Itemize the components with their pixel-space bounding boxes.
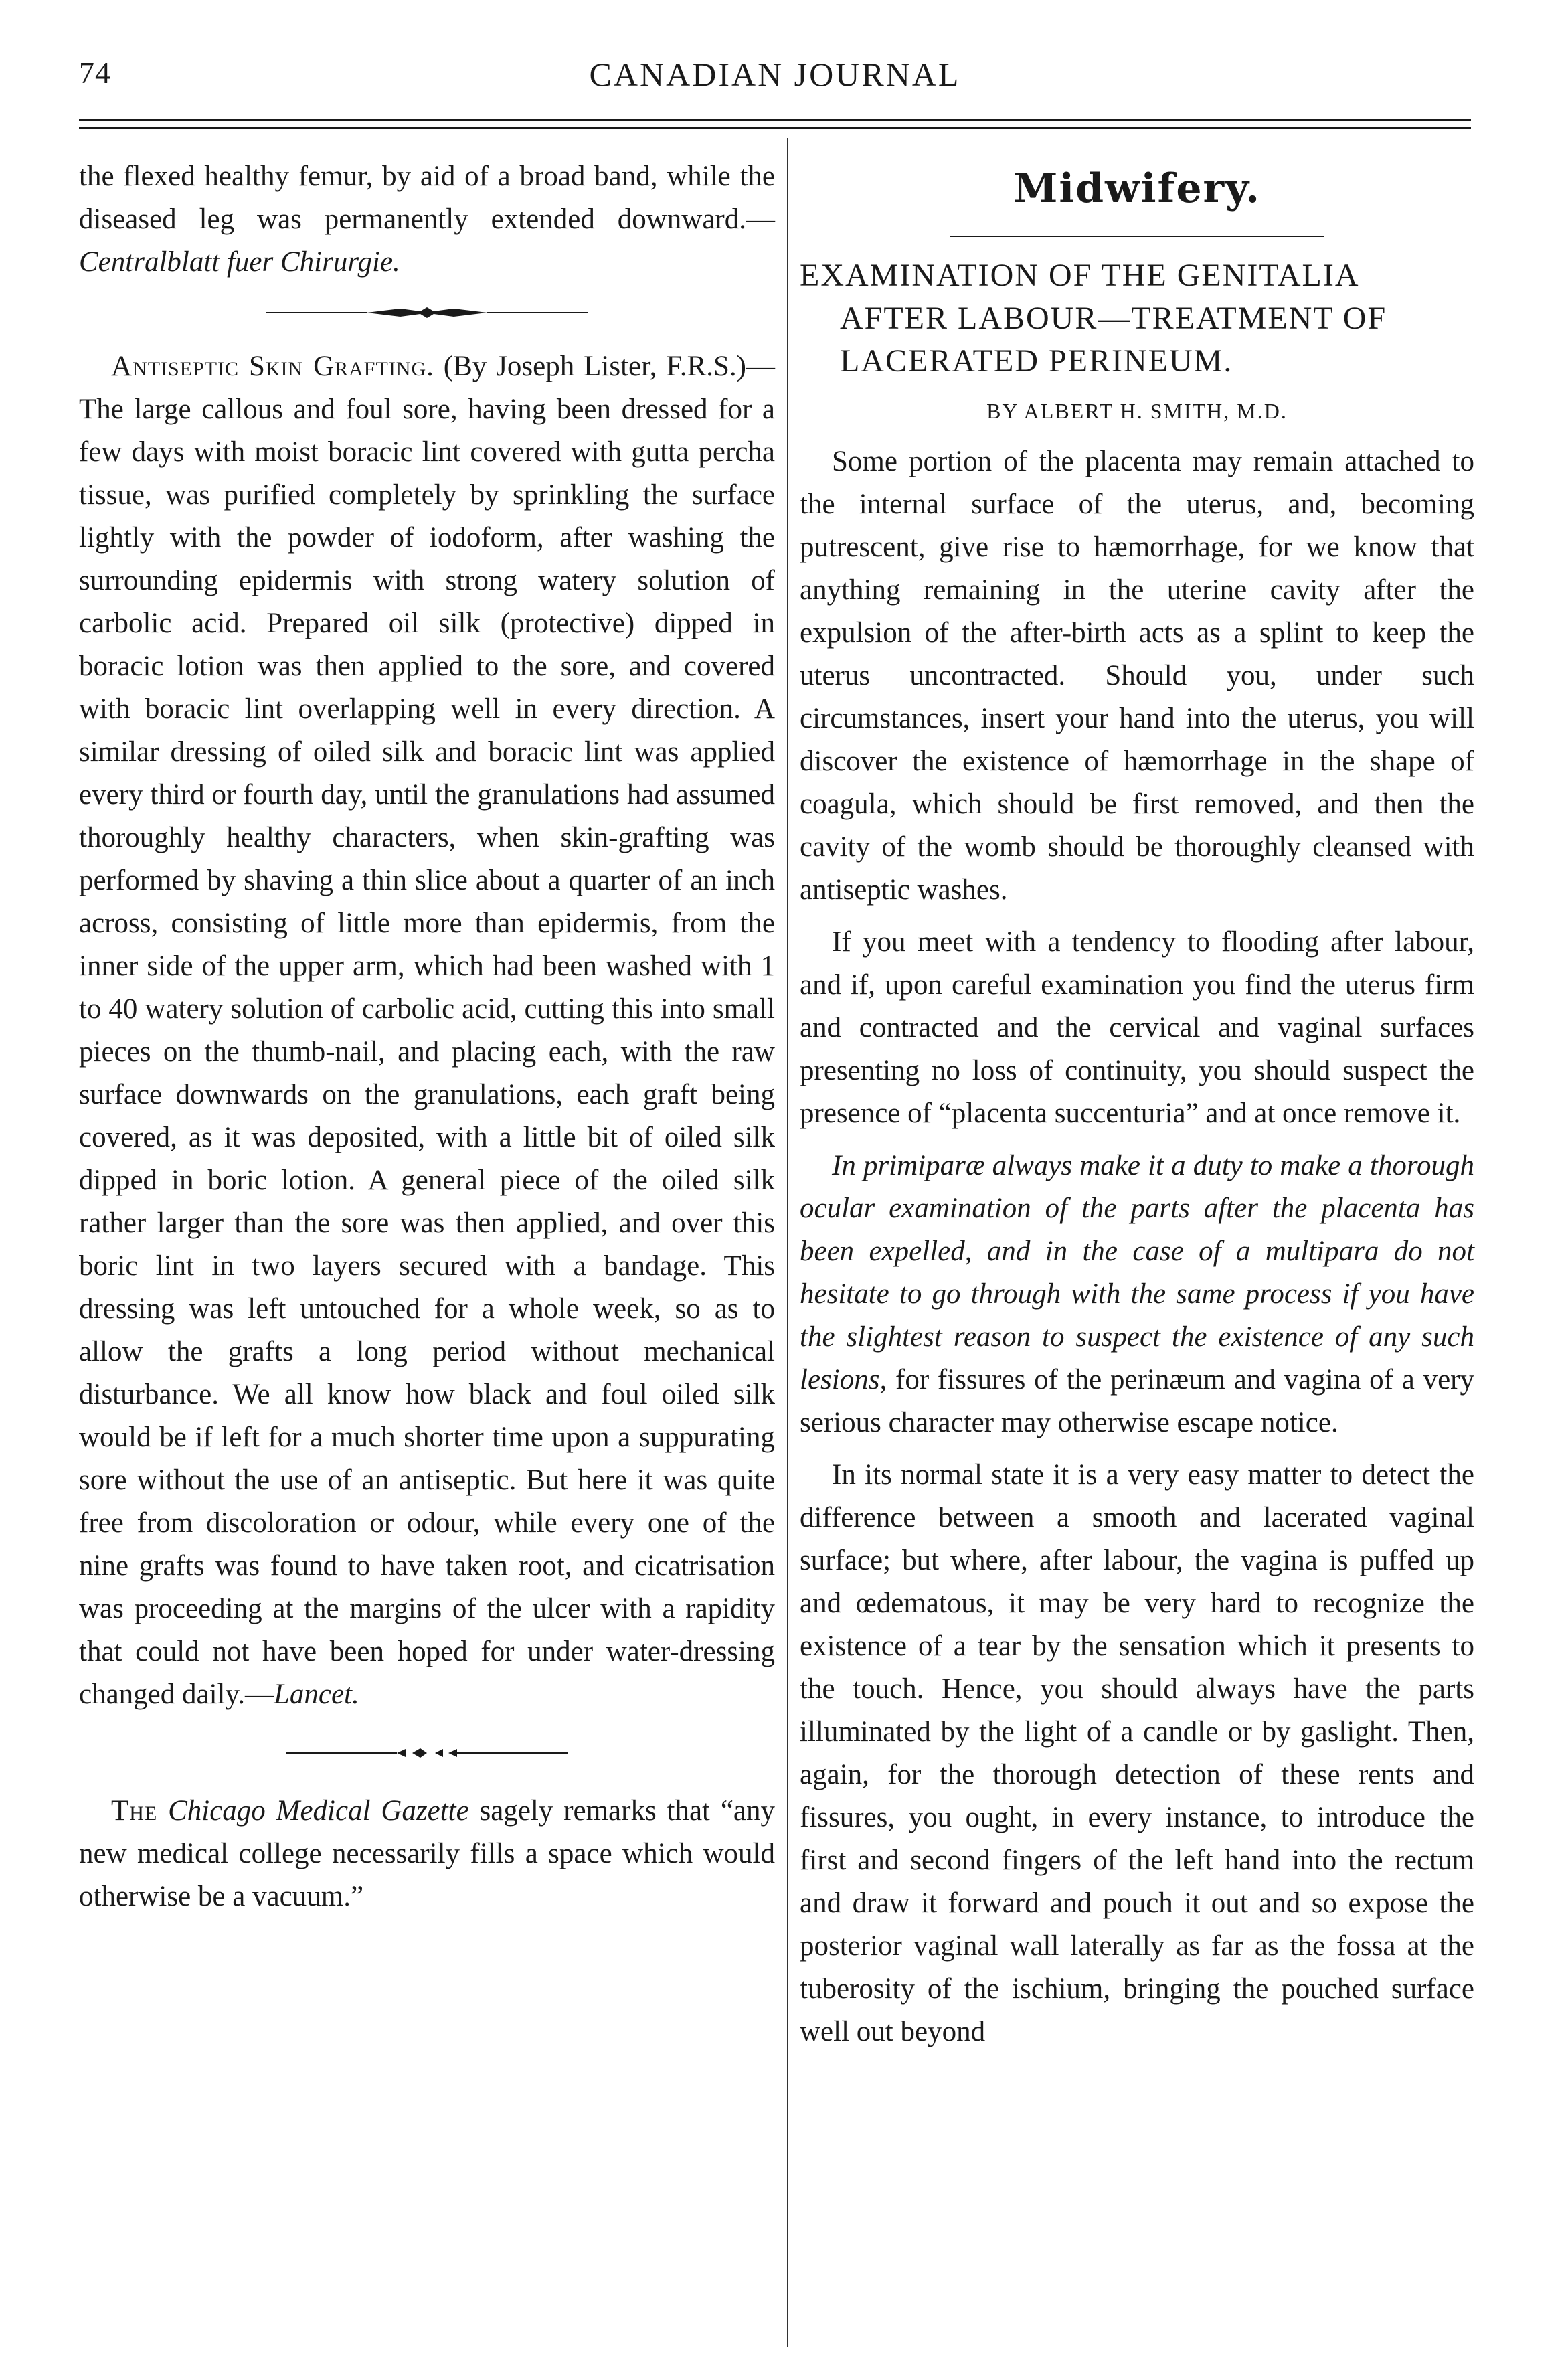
skin-grafting-body: (By Joseph Lister, F.R.S.)—The large callous and foul sore, having been dressed for a few days with moist boracic lint covered with gutta percha tissue, was purified completely by sprinkling the surface lightly with the powder of iodoform, after washing the surrounding epidermis with strong watery solution of carbolic acid. Prepared oil silk (protective) dipped in boracic lotion was then applied to the sore, and covered with boracic lint overlapping well in every direction. A similar dressing of oiled silk and boracic lint was applied every third or fourth day, until the granulations had assumed thoroughly healthy characters, when skin-grafting was performed by shaving a thin slice about a quarter of an inch across, consisting of little more than epidermis, from the inner side of the upper arm, which had been washed with 1 to 40 watery solution of carbolic acid, cutting this into small pieces on the thumb-nail, and placing each, with the raw surface downwards on the granulations, each graft being covered, as it was deposited, with a little bit of oiled silk dipped in boric lotion. A general piece of the oiled silk rather larger than the sore was then applied, and over this boric lint in two layers secured with a bandage. This dressing was left untouched for a whole week, so as to allow the grafts a long period without mechanical disturbance. We all know how black and foul oiled silk would be if left for a much shorter time upon a suppurating sore without the use of an antiseptic. But here it was quite free from discoloration or odour, while every one of the nine grafts was found to have taken root, and cicatrisation was proceeding at the margins of the ulcer with a rapidity that could not have been hoped for under water-dressing changed daily.— <box>79 351 775 1710</box>
page-number: 74 <box>79 56 111 90</box>
paragraph-gap <box>800 1444 1474 1454</box>
section-title-rule <box>950 236 1324 237</box>
header-rule-bottom <box>79 127 1471 129</box>
running-head: CANADIAN JOURNAL <box>589 56 961 93</box>
section-title: Midwifery. <box>1013 165 1261 212</box>
ornament-rule-icon <box>266 305 588 321</box>
article-paragraph-3 <box>800 1145 1474 1444</box>
intro-paragraph <box>79 155 775 284</box>
skin-grafting-heading: Antiseptic Skin Grafting. <box>111 351 434 382</box>
gazette-body: sagely remarks that “any new medical college necessarily fills a space which would otherwise be a vacuum.” <box>79 1795 775 1912</box>
column-divider <box>787 138 788 2347</box>
gazette-lead: The <box>111 1795 158 1827</box>
left-column <box>79 155 775 1918</box>
article-paragraph-4: In its normal state it is a very easy matter to detect the difference between a smooth and lacerated vaginal surface; but where, after labour, the vagina is puffed up and œdematous, it may be very hard to recognize the existence of a tear by the sensation which it presents to the touch. Hence, you should always have the parts illuminated by the light of a candle or by gaslight. Then, again, for the thorough detection of these rents and fissures, you ought, in every instance, to introduce the first and second fingers of the left hand into the rectum and draw it forward and pouch it out and so expose the posterior vaginal wall laterally as far as the fossa at the tuberosity of the ischium, bringing the pouched surface well out beyond <box>800 1459 1474 2047</box>
gazette-journal: Chicago Medical Gazette <box>168 1795 469 1827</box>
paragraph-gap <box>800 912 1474 921</box>
ornament-divider-2 <box>79 1743 775 1763</box>
ornament-rule-icon <box>286 1745 568 1761</box>
right-column <box>800 155 1474 2053</box>
article-title <box>800 254 1474 383</box>
article-paragraph-1: Some portion of the placenta may remain attached to the internal surface of the uterus, and, becoming putrescent, give rise to hæmorrhage, for we know that anything remaining in the uterine cavity after the expulsion of the after-birth acts as a splint to keep the uterus uncontracted. Should you, under such circumstances, insert your hand into the uterus, you will discover the existence of hæmorrhage in the shape of coagula, which should be first removed, and then the cavity of the womb should be thoroughly cleansed with antiseptic washes. <box>800 446 1474 906</box>
page-header <box>79 55 1471 108</box>
ornament-divider-1 <box>79 303 775 323</box>
intro-citation: Centralblatt fuer Chirurgie. <box>79 246 400 278</box>
gazette-paragraph <box>79 1790 775 1918</box>
article-paragraph-3-rest: for fissures of the perinæum and vagina of a very serious character may otherwise escape notice. <box>800 1364 1474 1438</box>
article-title-line2: AFTER LABOUR—TREATMENT OF LACERATED PERINEUM. <box>840 301 1387 379</box>
article-paragraph-3-italic: In primiparæ always make it a duty to make a thorough ocular examination of the parts after the placenta has been expelled, and in the case of a multipara do not hesitate to go through with the same process if you have the slightest reason to suspect the existence of any such lesions, <box>800 1150 1474 1396</box>
header-rule-top <box>79 119 1471 121</box>
skin-grafting-citation: Lancet. <box>273 1679 359 1710</box>
paragraph-gap <box>800 1135 1474 1145</box>
article-title-line1: EXAMINATION OF THE GENITALIA <box>800 258 1360 293</box>
skin-grafting-paragraph <box>79 345 775 1716</box>
intro-text: the flexed healthy femur, by aid of a broad band, while the diseased leg was permanently extended downward.— <box>79 161 775 235</box>
article-paragraph-2: If you meet with a tendency to flooding after labour, and if, upon careful examination you find the uterus firm and contracted and the cervical and vaginal surfaces presenting no loss of continuity, you should suspect the presence of “placenta succenturia” and at once remove it. <box>800 926 1474 1129</box>
article-byline: BY ALBERT H. SMITH, M.D. <box>986 399 1288 423</box>
